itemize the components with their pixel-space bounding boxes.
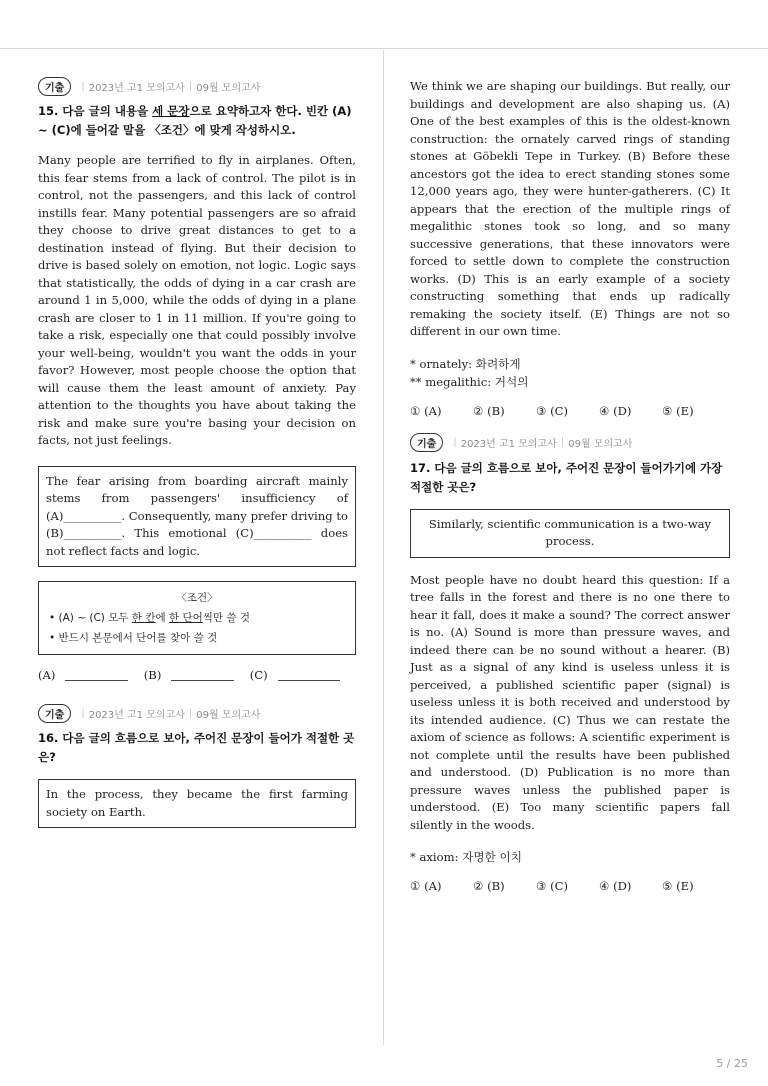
conditions-title: 〈조건〉	[176, 592, 218, 604]
q17-choice-b[interactable]: ② (B)	[473, 879, 505, 893]
q15-badge: 기출	[38, 77, 71, 96]
q16-passage: We think we are shaping our buildings. But really, our buildings and development are also shaping us. (A) One of the best examples of this is the oldest-known construction: the ornately carved rings of standing stones at Göbekli Tepe in Turkey. (B) Before these ancestors got the idea to erect standing stones some 12,000 years ago, they were hunter-gatherers. (C) It appears that the erection of the multiple rings of megalithic stones took so long, and so many successive generations, that these innovators were forced to settle down to complete the construction works. (D) This is an early example of a society constructing something that ends up radically remaking the society itself. (E) Things are not so different in our own time.	[410, 79, 730, 338]
q16-year: 2023년 고1 모의고사	[88, 709, 185, 721]
q17-choice-c[interactable]: ③ (C)	[536, 879, 568, 893]
condition-1: • (A) ~ (C) 모두 한 칸에 한 단어씩만 쓸 것	[49, 612, 251, 624]
page-number: 5 / 25	[716, 1057, 748, 1070]
q16-given-sentence: In the process, they became the first farming society on Earth.	[38, 779, 356, 828]
q15-tagline: 기출 | 2023년 고1 모의고사 | 09월 모의고사	[38, 76, 356, 96]
q17-badge: 기출	[410, 433, 443, 452]
answer-blank-c[interactable]	[278, 670, 340, 681]
q15-answer-blanks	[38, 665, 356, 685]
q17-note-1: * axiom: 자명한 이치	[410, 850, 522, 864]
q17-year: 2023년 고1 모의고사	[460, 439, 557, 450]
q17-notes	[410, 848, 730, 866]
answer-blank-a[interactable]	[65, 670, 127, 681]
q17-given-sentence: Similarly, scientific communication is a two-way process.	[410, 509, 730, 558]
q16-exam: 09월 모의고사	[196, 709, 261, 721]
q16-badge: 기출	[38, 704, 71, 723]
q16-choice-a[interactable]: ① (A)	[410, 403, 442, 418]
q16-title: 16. 다음 글의 흐름으로 보아, 주어진 문장이 들어가 적절한 곳은?	[38, 731, 355, 764]
answer-label-a: (A)	[38, 668, 56, 682]
q15-conditions-box	[38, 581, 356, 655]
q15-title: 15. 다음 글의 내용을 세 문장으로 요약하고자 한다. 빈칸 (A) ~ (C)에 들어갈 말을 〈조건〉에 맞게 작성하시오.	[38, 104, 352, 137]
q16-choice-d[interactable]: ④ (D)	[599, 403, 632, 418]
q16-tagline: 기출 | 2023년 고1 모의고사 | 09월 모의고사	[38, 703, 356, 723]
q16-note-1: * ornately: 화려하게	[410, 356, 521, 371]
q16-notes	[410, 355, 730, 391]
q17-choice-d[interactable]: ④ (D)	[599, 879, 632, 893]
q15-summary-box: The fear arising from boarding aircraft mainly stems from passengers' insufficiency of (A)__________. Consequently, many prefer driving to (B)__________. This emotional (C)__________ does not reflect facts and logic.	[38, 466, 356, 568]
right-column	[410, 78, 730, 896]
q15-passage: Many people are terrified to fly in airplanes. Often, this fear stems from a lack of control. The pilot is in control, not the passengers, and this lack of control instills fear. Many potential passengers are so afraid they choose to drive great distances to get to a destination instead of flying. But their decision to drive is based solely on emotion, not logic. Logic says that statistically, the odds of dying in a car crash are around 1 in 5,000, while the odds of dying in a plane crash are closer to 1 in 11 million. If you're going to take a risk, especially one that could possibly involve your well-being, wouldn't you want the odds in your favor? However, most people choose the option that will cause them the least amount of anxiety. Pay attention to the thoughts you have about taking the risk and make sure you're basing your decision on facts, not just feelings.	[38, 153, 356, 447]
q17-title: 17. 다음 글의 흐름으로 보아, 주어진 문장이 들어가기에 가장 적절한 곳은?	[410, 460, 723, 494]
q16-choice-c[interactable]: ③ (C)	[536, 403, 568, 418]
answer-blank-b[interactable]	[171, 670, 233, 681]
q17-choices	[410, 876, 730, 896]
q17-exam: 09월 모의고사	[568, 439, 633, 450]
q15-year: 2023년 고1 모의고사	[88, 82, 185, 94]
q17-choice-e[interactable]: ⑤ (E)	[662, 879, 694, 893]
top-rule	[0, 48, 768, 49]
q15-exam: 09월 모의고사	[196, 82, 261, 94]
q16-choice-b[interactable]: ② (B)	[473, 403, 505, 418]
left-column	[38, 76, 356, 828]
answer-label-c: (C)	[249, 668, 268, 682]
q16-note-2: ** megalithic: 거석의	[410, 374, 529, 389]
q16-choice-e[interactable]: ⑤ (E)	[662, 403, 694, 418]
condition-2: • 반드시 본문에서 단어를 찾아 쓸 것	[49, 632, 218, 644]
answer-label-b: (B)	[143, 668, 162, 682]
q17-passage: Most people have no doubt heard this question: If a tree falls in the forest and there is no one there to hear it fall, does it make a sound? The correct answer is no. (A) Sound is more than pressure waves, and indeed there can be no sound without a hearer. (B) Just as a signal of any kind is useless unless it is perceived, a published scientific paper (signal) is useless unless it is both received and understood by its intended audience. (C) Thus we can restate the axiom of science as follows: A scientific experiment is not complete until the results have been published and understood. (D) Publication is no more than pressure waves unless the published paper is understood. (E) Too many scientific papers fall silently in the woods.	[410, 572, 730, 832]
q17-choice-a[interactable]: ① (A)	[410, 879, 442, 893]
column-divider	[383, 50, 384, 1045]
q16-choices	[410, 401, 730, 421]
q17-tagline: 기출 | 2023년 고1 모의고사 | 09월 모의고사	[410, 433, 730, 453]
